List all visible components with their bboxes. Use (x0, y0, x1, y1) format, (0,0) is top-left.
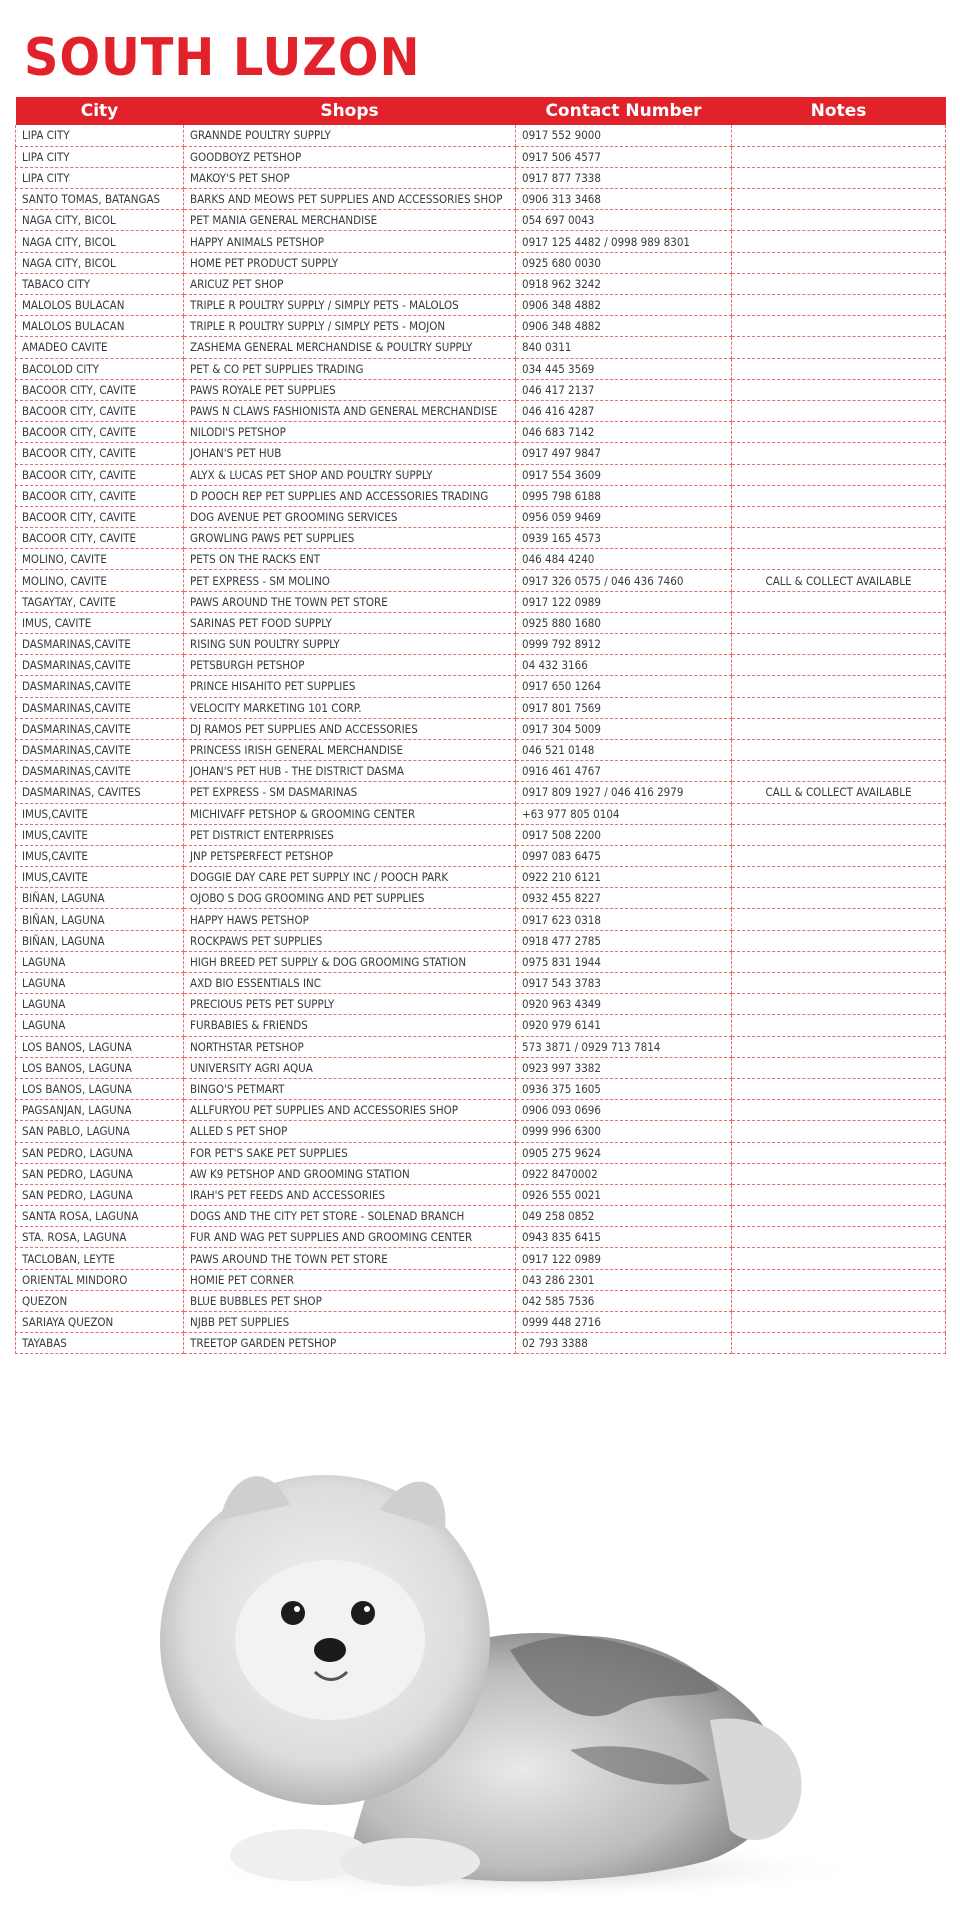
table-row (16, 1184, 946, 1205)
table-row (16, 1015, 946, 1036)
cell-city: STA. ROSA, LAGUNA (16, 1227, 184, 1248)
cell-contact: 0906 093 0696 (516, 1100, 732, 1121)
cell-city: PAGSANJAN, LAGUNA (16, 1100, 184, 1121)
cell-city: LIPA CITY (16, 146, 184, 167)
cell-contact: 04 432 3166 (516, 655, 732, 676)
cell-notes (732, 867, 946, 888)
cell-city: SAN PEDRO, LAGUNA (16, 1163, 184, 1184)
cell-notes (732, 1015, 946, 1036)
cell-notes (732, 824, 946, 845)
cell-contact: 0999 448 2716 (516, 1312, 732, 1333)
cell-contact: 0917 125 4482 / 0998 989 8301 (516, 231, 732, 252)
cell-city: BACOOR CITY, CAVITE (16, 464, 184, 485)
cell-shop: HOMIE PET CORNER (184, 1269, 516, 1290)
cell-shop: GROWLING PAWS PET SUPPLIES (184, 528, 516, 549)
cell-contact: 0975 831 1944 (516, 951, 732, 972)
cell-notes (732, 146, 946, 167)
cell-contact: 034 445 3569 (516, 358, 732, 379)
cell-shop: BARKS AND MEOWS PET SUPPLIES AND ACCESSORIES SHOP (184, 189, 516, 210)
cell-city: NAGA CITY, BICOL (16, 210, 184, 231)
table-row (16, 485, 946, 506)
cell-city: NAGA CITY, BICOL (16, 252, 184, 273)
cell-contact: 0917 497 9847 (516, 443, 732, 464)
table-row (16, 273, 946, 294)
cell-shop: PET MANIA GENERAL MERCHANDISE (184, 210, 516, 231)
table-row (16, 888, 946, 909)
table-row (16, 443, 946, 464)
cell-shop: JOHAN'S PET HUB - THE DISTRICT DASMA (184, 761, 516, 782)
table-row (16, 506, 946, 527)
cell-city: TAGAYTAY, CAVITE (16, 591, 184, 612)
table-row (16, 167, 946, 188)
cell-contact: 0906 348 4882 (516, 316, 732, 337)
cell-notes (732, 930, 946, 951)
cell-contact: 0943 835 6415 (516, 1227, 732, 1248)
cell-shop: DOG AVENUE PET GROOMING SERVICES (184, 506, 516, 527)
cell-contact: 0925 680 0030 (516, 252, 732, 273)
cell-shop: DJ RAMOS PET SUPPLIES AND ACCESSORIES (184, 718, 516, 739)
cell-city: SAN PEDRO, LAGUNA (16, 1142, 184, 1163)
header-contact-number: Contact Number (516, 97, 732, 125)
cell-shop: DOGS AND THE CITY PET STORE - SOLENAD BRANCH (184, 1206, 516, 1227)
cell-notes (732, 528, 946, 549)
cell-notes (732, 316, 946, 337)
cell-city: MALOLOS BULACAN (16, 316, 184, 337)
cell-city: LOS BANOS, LAGUNA (16, 1078, 184, 1099)
cell-contact: 046 484 4240 (516, 549, 732, 570)
table-row (16, 252, 946, 273)
cell-notes (732, 252, 946, 273)
cell-notes (732, 273, 946, 294)
cell-city: ORIENTAL MINDORO (16, 1269, 184, 1290)
cell-shop: HAPPY ANIMALS PETSHOP (184, 231, 516, 252)
cell-contact: 0918 962 3242 (516, 273, 732, 294)
table-row (16, 528, 946, 549)
cell-contact: 0906 313 3468 (516, 189, 732, 210)
cell-contact: 0917 554 3609 (516, 464, 732, 485)
cell-city: TABACO CITY (16, 273, 184, 294)
cell-contact: +63 977 805 0104 (516, 803, 732, 824)
cell-city: DASMARINAS,CAVITE (16, 634, 184, 655)
cell-notes (732, 1121, 946, 1142)
table-row (16, 189, 946, 210)
cell-shop: FURBABIES & FRIENDS (184, 1015, 516, 1036)
cell-city: IMUS, CAVITE (16, 612, 184, 633)
cell-city: BACOOR CITY, CAVITE (16, 400, 184, 421)
cell-city: IMUS,CAVITE (16, 824, 184, 845)
cell-shop: ARICUZ PET SHOP (184, 273, 516, 294)
table-row (16, 1312, 946, 1333)
cell-notes (732, 612, 946, 633)
cell-shop: PAWS AROUND THE TOWN PET STORE (184, 591, 516, 612)
table-row (16, 379, 946, 400)
cell-shop: VELOCITY MARKETING 101 CORP. (184, 697, 516, 718)
table-row (16, 1142, 946, 1163)
cell-contact: 0936 375 1605 (516, 1078, 732, 1099)
cell-notes (732, 485, 946, 506)
cell-shop: IRAH'S PET FEEDS AND ACCESSORIES (184, 1184, 516, 1205)
cell-contact: 0917 304 5009 (516, 718, 732, 739)
cell-shop: JOHAN'S PET HUB (184, 443, 516, 464)
cell-contact: 0995 798 6188 (516, 485, 732, 506)
cell-city: BACOOR CITY, CAVITE (16, 506, 184, 527)
cell-shop: TRIPLE R POULTRY SUPPLY / SIMPLY PETS - MALOLOS (184, 295, 516, 316)
cell-notes (732, 591, 946, 612)
cell-shop: MAKOY'S PET SHOP (184, 167, 516, 188)
cell-notes (732, 358, 946, 379)
cell-contact: 046 417 2137 (516, 379, 732, 400)
cell-shop: ROCKPAWS PET SUPPLIES (184, 930, 516, 951)
cell-city: IMUS,CAVITE (16, 803, 184, 824)
cell-city: BIÑAN, LAGUNA (16, 888, 184, 909)
cell-notes (732, 761, 946, 782)
cell-shop: ALYX & LUCAS PET SHOP AND POULTRY SUPPLY (184, 464, 516, 485)
cell-city: BACOOR CITY, CAVITE (16, 443, 184, 464)
cell-contact: 0917 623 0318 (516, 909, 732, 930)
table-row (16, 1121, 946, 1142)
cell-notes (732, 718, 946, 739)
table-row (16, 612, 946, 633)
cell-shop: NORTHSTAR PETSHOP (184, 1036, 516, 1057)
table-row (16, 867, 946, 888)
cell-city: MOLINO, CAVITE (16, 570, 184, 591)
cell-notes (732, 803, 946, 824)
cell-notes (732, 951, 946, 972)
cell-notes (732, 697, 946, 718)
cell-notes (732, 400, 946, 421)
header-shops: Shops (184, 97, 516, 125)
table-row (16, 994, 946, 1015)
cell-notes (732, 1248, 946, 1269)
header-notes: Notes (732, 97, 946, 125)
cell-notes (732, 888, 946, 909)
table-row (16, 125, 946, 146)
cell-shop: D POOCH REP PET SUPPLIES AND ACCESSORIES TRADING (184, 485, 516, 506)
cell-contact: 0917 877 7338 (516, 167, 732, 188)
cell-contact: 02 793 3388 (516, 1333, 732, 1354)
cell-city: LOS BANOS, LAGUNA (16, 1057, 184, 1078)
cell-notes (732, 845, 946, 866)
cell-city: SARIAYA QUEZON (16, 1312, 184, 1333)
cell-contact: 0956 059 9469 (516, 506, 732, 527)
cell-contact: 049 258 0852 (516, 1206, 732, 1227)
table-row (16, 676, 946, 697)
cell-contact: 0922 8470002 (516, 1163, 732, 1184)
cell-shop: PETS ON THE RACKS ENT (184, 549, 516, 570)
table-row (16, 146, 946, 167)
table-row (16, 655, 946, 676)
cell-contact: 0939 165 4573 (516, 528, 732, 549)
cell-shop: DOGGIE DAY CARE PET SUPPLY INC / POOCH PARK (184, 867, 516, 888)
cell-city: BACOOR CITY, CAVITE (16, 422, 184, 443)
cell-city: DASMARINAS,CAVITE (16, 739, 184, 760)
cell-contact: 0917 552 9000 (516, 125, 732, 146)
cell-shop: UNIVERSITY AGRI AQUA (184, 1057, 516, 1078)
cell-contact: 0920 963 4349 (516, 994, 732, 1015)
table-row (16, 845, 946, 866)
table-row (16, 1269, 946, 1290)
cell-city: BACOLOD CITY (16, 358, 184, 379)
cell-city: DASMARINAS,CAVITE (16, 655, 184, 676)
cell-contact: 054 697 0043 (516, 210, 732, 231)
cell-city: LAGUNA (16, 973, 184, 994)
cell-notes (732, 167, 946, 188)
cell-city: BACOOR CITY, CAVITE (16, 485, 184, 506)
table-row (16, 400, 946, 421)
page-title: SOUTH LUZON (24, 28, 421, 88)
cell-city: DASMARINAS, CAVITES (16, 782, 184, 803)
cell-shop: PET DISTRICT ENTERPRISES (184, 824, 516, 845)
table-row (16, 295, 946, 316)
cell-shop: PAWS ROYALE PET SUPPLIES (184, 379, 516, 400)
cell-city: IMUS,CAVITE (16, 845, 184, 866)
cell-contact: 0926 555 0021 (516, 1184, 732, 1205)
cell-shop: ALLFURYOU PET SUPPLIES AND ACCESSORIES SHOP (184, 1100, 516, 1121)
cell-city: AMADEO CAVITE (16, 337, 184, 358)
cell-notes (732, 655, 946, 676)
cell-notes (732, 464, 946, 485)
cell-shop: PAWS N CLAWS FASHIONISTA AND GENERAL MERCHANDISE (184, 400, 516, 421)
cell-contact: 0917 650 1264 (516, 676, 732, 697)
cell-city: TAYABAS (16, 1333, 184, 1354)
table-row (16, 1333, 946, 1354)
cell-contact: 0906 348 4882 (516, 295, 732, 316)
table-header-row (16, 97, 946, 125)
cell-city: DASMARINAS,CAVITE (16, 697, 184, 718)
table-row (16, 973, 946, 994)
cell-city: LIPA CITY (16, 167, 184, 188)
table-row (16, 231, 946, 252)
cell-contact: 573 3871 / 0929 713 7814 (516, 1036, 732, 1057)
cell-notes (732, 1163, 946, 1184)
cell-contact: 0999 792 8912 (516, 634, 732, 655)
cell-city: LAGUNA (16, 951, 184, 972)
cell-city: QUEZON (16, 1290, 184, 1311)
cell-city: SAN PABLO, LAGUNA (16, 1121, 184, 1142)
cell-shop: FUR AND WAG PET SUPPLIES AND GROOMING CENTER (184, 1227, 516, 1248)
cell-contact: 046 683 7142 (516, 422, 732, 443)
table-row (16, 591, 946, 612)
cell-notes (732, 125, 946, 146)
cell-contact: 046 521 0148 (516, 739, 732, 760)
cell-notes (732, 231, 946, 252)
cell-city: BIÑAN, LAGUNA (16, 930, 184, 951)
pomeranian-dog-photo (150, 1450, 850, 1905)
cell-city: LIPA CITY (16, 125, 184, 146)
cell-shop: NILODI'S PETSHOP (184, 422, 516, 443)
cell-notes (732, 1078, 946, 1099)
table-row (16, 337, 946, 358)
table-body (16, 125, 946, 1354)
cell-notes (732, 634, 946, 655)
cell-city: SANTO TOMAS, BATANGAS (16, 189, 184, 210)
table-row (16, 782, 946, 803)
cell-notes (732, 1142, 946, 1163)
cell-city: BACOOR CITY, CAVITE (16, 528, 184, 549)
table-row (16, 951, 946, 972)
cell-shop: PET & CO PET SUPPLIES TRADING (184, 358, 516, 379)
cell-notes (732, 506, 946, 527)
cell-contact: 0923 997 3382 (516, 1057, 732, 1078)
cell-notes: CALL & COLLECT AVAILABLE (732, 782, 946, 803)
cell-notes (732, 379, 946, 400)
table-row (16, 1100, 946, 1121)
table-row (16, 930, 946, 951)
cell-contact: 0916 461 4767 (516, 761, 732, 782)
cell-city: LOS BANOS, LAGUNA (16, 1036, 184, 1057)
cell-shop: TRIPLE R POULTRY SUPPLY / SIMPLY PETS - MOJON (184, 316, 516, 337)
table-row (16, 761, 946, 782)
cell-contact: 046 416 4287 (516, 400, 732, 421)
table-row (16, 1078, 946, 1099)
table-row (16, 1290, 946, 1311)
cell-city: DASMARINAS,CAVITE (16, 676, 184, 697)
cell-notes (732, 1227, 946, 1248)
cell-notes (732, 189, 946, 210)
cell-shop: AXD BIO ESSENTIALS INC (184, 973, 516, 994)
cell-contact: 0917 122 0989 (516, 591, 732, 612)
cell-shop: PRINCE HISAHITO PET SUPPLIES (184, 676, 516, 697)
table-row (16, 739, 946, 760)
cell-shop: PET EXPRESS - SM DASMARINAS (184, 782, 516, 803)
cell-city: LAGUNA (16, 1015, 184, 1036)
cell-notes (732, 1269, 946, 1290)
cell-notes (732, 973, 946, 994)
table-row (16, 210, 946, 231)
header-city: City (16, 97, 184, 125)
table-row (16, 422, 946, 443)
table-row (16, 824, 946, 845)
cell-notes (732, 1333, 946, 1354)
cell-city: LAGUNA (16, 994, 184, 1015)
cell-shop: SARINAS PET FOOD SUPPLY (184, 612, 516, 633)
table-row (16, 1248, 946, 1269)
table-row (16, 316, 946, 337)
cell-city: BIÑAN, LAGUNA (16, 909, 184, 930)
table-row (16, 1227, 946, 1248)
cell-shop: AW K9 PETSHOP AND GROOMING STATION (184, 1163, 516, 1184)
cell-shop: TREETOP GARDEN PETSHOP (184, 1333, 516, 1354)
cell-contact: 0920 979 6141 (516, 1015, 732, 1036)
cell-contact: 042 585 7536 (516, 1290, 732, 1311)
cell-shop: HOME PET PRODUCT SUPPLY (184, 252, 516, 273)
cell-shop: HAPPY HAWS PETSHOP (184, 909, 516, 930)
table-row (16, 570, 946, 591)
cell-city: TACLOBAN, LEYTE (16, 1248, 184, 1269)
cell-city: SANTA ROSA, LAGUNA (16, 1206, 184, 1227)
cell-city: IMUS,CAVITE (16, 867, 184, 888)
table-row (16, 358, 946, 379)
cell-notes (732, 1036, 946, 1057)
cell-notes (732, 909, 946, 930)
cell-shop: PRECIOUS PETS PET SUPPLY (184, 994, 516, 1015)
cell-city: NAGA CITY, BICOL (16, 231, 184, 252)
table-row (16, 1206, 946, 1227)
table-row (16, 909, 946, 930)
cell-contact: 0922 210 6121 (516, 867, 732, 888)
cell-shop: HIGH BREED PET SUPPLY & DOG GROOMING STATION (184, 951, 516, 972)
cell-shop: BLUE BUBBLES PET SHOP (184, 1290, 516, 1311)
cell-notes (732, 994, 946, 1015)
cell-contact: 840 0311 (516, 337, 732, 358)
cell-contact: 0917 809 1927 / 046 416 2979 (516, 782, 732, 803)
cell-contact: 0905 275 9624 (516, 1142, 732, 1163)
cell-notes (732, 422, 946, 443)
cell-notes (732, 1206, 946, 1227)
cell-contact: 0925 880 1680 (516, 612, 732, 633)
table-row (16, 549, 946, 570)
cell-shop: GRANNDE POULTRY SUPPLY (184, 125, 516, 146)
cell-contact: 0918 477 2785 (516, 930, 732, 951)
cell-shop: PRINCESS IRISH GENERAL MERCHANDISE (184, 739, 516, 760)
cell-contact: 0997 083 6475 (516, 845, 732, 866)
cell-notes (732, 676, 946, 697)
cell-shop: PETSBURGH PETSHOP (184, 655, 516, 676)
cell-shop: FOR PET'S SAKE PET SUPPLIES (184, 1142, 516, 1163)
cell-city: DASMARINAS,CAVITE (16, 761, 184, 782)
cell-shop: BINGO'S PETMART (184, 1078, 516, 1099)
cell-contact: 0917 506 4577 (516, 146, 732, 167)
cell-contact: 0917 326 0575 / 046 436 7460 (516, 570, 732, 591)
cell-shop: NJBB PET SUPPLIES (184, 1312, 516, 1333)
cell-shop: ALLED S PET SHOP (184, 1121, 516, 1142)
cell-contact: 0999 996 6300 (516, 1121, 732, 1142)
cell-notes (732, 443, 946, 464)
table-row (16, 803, 946, 824)
cell-shop: GOODBOYZ PETSHOP (184, 146, 516, 167)
table-row (16, 1057, 946, 1078)
table-row (16, 718, 946, 739)
cell-contact: 0917 543 3783 (516, 973, 732, 994)
cell-city: MOLINO, CAVITE (16, 549, 184, 570)
table-row (16, 1163, 946, 1184)
cell-contact: 043 286 2301 (516, 1269, 732, 1290)
cell-shop: PAWS AROUND THE TOWN PET STORE (184, 1248, 516, 1269)
table-row (16, 634, 946, 655)
cell-city: MALOLOS BULACAN (16, 295, 184, 316)
cell-shop: OJOBO S DOG GROOMING AND PET SUPPLIES (184, 888, 516, 909)
cell-contact: 0932 455 8227 (516, 888, 732, 909)
cell-notes: CALL & COLLECT AVAILABLE (732, 570, 946, 591)
cell-shop: MICHIVAFF PETSHOP & GROOMING CENTER (184, 803, 516, 824)
table-row (16, 697, 946, 718)
cell-notes (732, 739, 946, 760)
cell-contact: 0917 801 7569 (516, 697, 732, 718)
cell-city: BACOOR CITY, CAVITE (16, 379, 184, 400)
cell-city: DASMARINAS,CAVITE (16, 718, 184, 739)
cell-notes (732, 210, 946, 231)
cell-notes (732, 337, 946, 358)
cell-notes (732, 1100, 946, 1121)
cell-shop: RISING SUN POULTRY SUPPLY (184, 634, 516, 655)
table-row (16, 464, 946, 485)
cell-city: SAN PEDRO, LAGUNA (16, 1184, 184, 1205)
cell-shop: PET EXPRESS - SM MOLINO (184, 570, 516, 591)
cell-notes (732, 295, 946, 316)
cell-contact: 0917 122 0989 (516, 1248, 732, 1269)
store-table (15, 97, 946, 1354)
cell-shop: JNP PETSPERFECT PETSHOP (184, 845, 516, 866)
cell-notes (732, 1057, 946, 1078)
table-row (16, 1036, 946, 1057)
cell-contact: 0917 508 2200 (516, 824, 732, 845)
cell-shop: ZASHEMA GENERAL MERCHANDISE & POULTRY SUPPLY (184, 337, 516, 358)
cell-notes (732, 1312, 946, 1333)
cell-notes (732, 1184, 946, 1205)
cell-notes (732, 549, 946, 570)
cell-notes (732, 1290, 946, 1311)
